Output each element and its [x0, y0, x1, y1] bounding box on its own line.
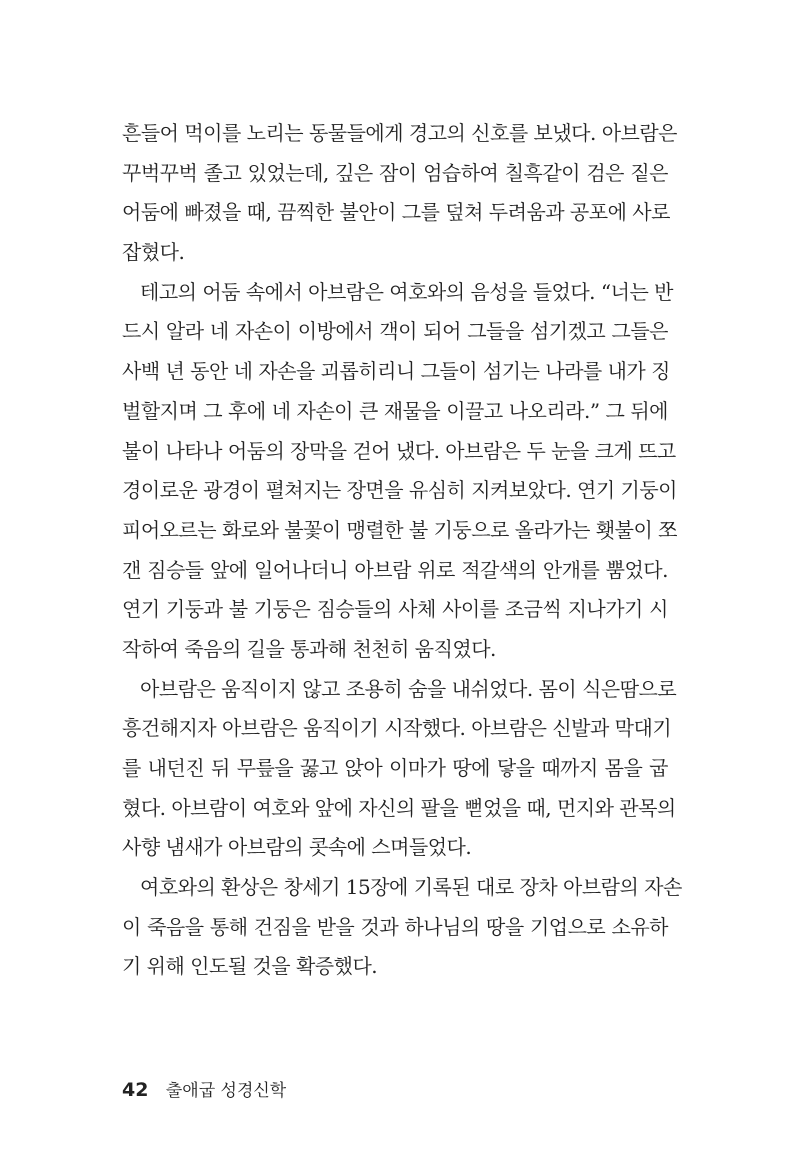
text-line: 드시 알라 네 자손이 이방에서 객이 되어 그들을 섬기겠고 그들은 [122, 319, 668, 344]
text-line: 흔들어 먹이를 노리는 동물들에게 경고의 신호를 보냈다. 아브람은 [122, 121, 677, 145]
text-line: 사백 년 동안 네 자손을 괴롭히리니 그들이 섬기는 나라를 내가 징 [122, 359, 670, 384]
text-line: 를 내던진 뒤 무릎을 꿇고 앉아 이마가 땅에 닿을 때까지 몸을 굽 [122, 756, 668, 780]
text-line: 여호와의 환상은 창세기 15장에 기록된 대로 장차 아브람의 자손 [140, 875, 682, 900]
text-line: 경이로운 광경이 펼쳐지는 장면을 유심히 지켜보았다. 연기 기둥이 [122, 478, 677, 503]
text-line: 벌할지며 그 후에 네 자손이 큰 재물을 이끌고 나오리라.” 그 뒤에 [122, 398, 668, 423]
book-title: 출애굽 성경신학 [165, 1081, 287, 1101]
text-line: 혔다. 아브람이 여호와 앞에 자신의 팔을 뻗었을 때, 먼지와 관목의 [122, 795, 676, 820]
text-line: 연기 기둥과 불 기둥은 짐승들의 사체 사이를 조금씩 지나가기 시 [122, 597, 668, 622]
text-line: 갠 짐승들 앞에 일어나더니 아브람 위로 적갈색의 안개를 뿜었다. [122, 557, 668, 582]
text-line: 꾸벅꾸벅 졸고 있었는데, 깊은 잠이 엄습하여 칠흑같이 검은 짙은 [122, 160, 668, 185]
text-line: 잡혔다. [122, 240, 185, 265]
text-line: 어둠에 빠졌을 때, 끔찍한 불안이 그를 덮쳐 두려움과 공포에 사로 [122, 200, 670, 225]
text-line: 피어오르는 화로와 불꽃이 맹렬한 불 기둥으로 올라가는 횃불이 쪼 [122, 517, 677, 542]
text-line: 아브람은 움직이지 않고 조용히 숨을 내쉬었다. 몸이 식은땀으로 [140, 676, 677, 701]
text-line: 흥건해지자 아브람은 움직이기 시작했다. 아브람은 신발과 막대기 [122, 716, 672, 741]
text-line: 사향 냄새가 아브람의 콧속에 스며들었다. [122, 835, 472, 860]
text-line: 작하여 죽음의 길을 통과해 천천히 움직였다. [122, 636, 496, 661]
text-line: 이 죽음을 통해 건짐을 받을 것과 하나님의 땅을 기업으로 소유하 [122, 914, 668, 939]
body-text [122, 114, 682, 987]
text-line: 테고의 어둠 속에서 아브람은 여호와의 음성을 들었다. “너는 반 [140, 279, 673, 304]
text-line: 불이 나타나 어둠의 장막을 걷어 냈다. 아브람은 두 눈을 크게 뜨고 [122, 438, 676, 463]
page-number: 42 [122, 1079, 149, 1101]
text-line: 기 위해 인도될 것을 확증했다. [122, 954, 378, 979]
page-footer [122, 1076, 286, 1101]
